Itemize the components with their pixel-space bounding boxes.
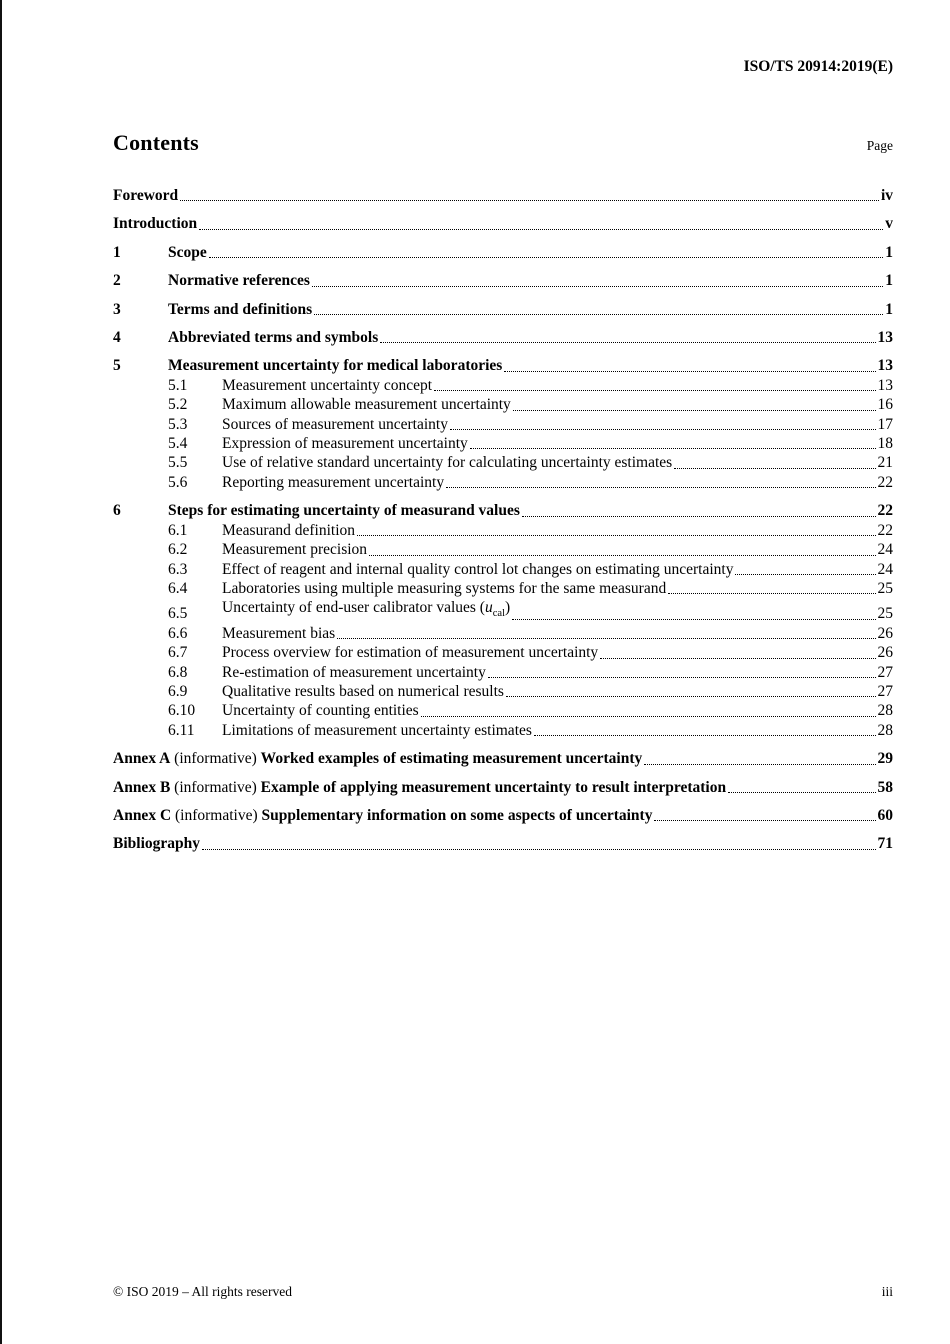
toc-entry	[113, 806, 893, 825]
toc-entry-label: Introduction	[113, 215, 198, 233]
toc-entry-page: 22	[877, 521, 893, 539]
toc-entry-label: Annex C (informative) Supplementary information on some aspects of uncertainty	[113, 807, 653, 825]
toc-entry-number: 6.6	[168, 624, 188, 642]
page-edge-line	[0, 0, 2, 1344]
toc-entry	[113, 415, 893, 434]
toc-entry-page: 1	[885, 300, 893, 318]
toc-entry-label: Measurement uncertainty for medical laboratories	[168, 357, 503, 375]
toc-entry-label: Steps for estimating uncertainty of measurand values	[168, 502, 520, 520]
toc-entry-label: Annex A (informative) Worked examples of estimating measurement uncertainty	[113, 750, 643, 768]
toc-entry-label: Qualitative results based on numerical results	[222, 683, 504, 701]
toc-entry-label: Re-estimation of measurement uncertainty	[222, 663, 486, 681]
toc-dot-leader	[450, 429, 876, 430]
toc-entry	[113, 243, 893, 262]
toc-dot-leader	[534, 735, 876, 736]
toc-entry-label: Foreword	[113, 187, 179, 204]
toc-entry-label: Use of relative standard uncertainty for calculating uncertainty estimates	[222, 454, 673, 472]
toc-dot-leader	[488, 677, 876, 678]
toc-entry-label: Measurand definition	[222, 521, 356, 539]
toc-entry	[113, 214, 893, 233]
toc-dot-leader	[522, 516, 876, 517]
toc-dot-leader	[674, 468, 875, 469]
toc-dot-leader	[357, 535, 875, 536]
toc-entry-number: 6.11	[168, 721, 195, 739]
toc-entry-number: 6.10	[168, 702, 196, 720]
toc-entry	[113, 186, 893, 205]
copyright-notice: © ISO 2019 – All rights reserved	[113, 1284, 292, 1299]
toc-entry	[113, 395, 893, 414]
toc-entry-number: 2	[113, 272, 121, 290]
toc-dot-leader	[380, 342, 875, 343]
toc-entry	[113, 356, 893, 375]
toc-entry-page: 71	[877, 835, 893, 853]
toc-entry	[113, 271, 893, 290]
toc-dot-leader	[644, 764, 875, 765]
toc-entry	[113, 579, 893, 598]
toc-entry	[113, 643, 893, 662]
toc-entry-page: 22	[877, 473, 893, 491]
toc-entry-number: 5	[113, 357, 121, 375]
toc-entry-page: 21	[877, 454, 893, 472]
toc-entry	[113, 540, 893, 559]
page-title: Contents	[113, 130, 199, 155]
toc-entry-page: 28	[877, 721, 893, 739]
toc-entry-page: 28	[877, 702, 893, 720]
toc-entry	[113, 663, 893, 682]
toc-dot-leader	[209, 257, 884, 258]
toc-entry	[113, 300, 893, 319]
toc-entry-number: 6.8	[168, 663, 188, 681]
toc-entry-label: Annex B (informative) Example of applying measurement uncertainty to result interpretation	[113, 778, 727, 796]
toc-dot-leader	[337, 638, 875, 639]
toc-entry-page: 26	[877, 624, 893, 642]
toc-entry	[113, 453, 893, 472]
toc-entry	[113, 834, 893, 853]
toc-entry-page: 60	[877, 807, 893, 825]
toc-entry-label: Process overview for estimation of measurement uncertainty	[222, 644, 599, 662]
toc-entry-number: 5.5	[168, 454, 188, 472]
toc-entry-number: 5.6	[168, 473, 188, 491]
toc-entry-label: Sources of measurement uncertainty	[222, 415, 448, 433]
toc-dot-leader	[504, 371, 875, 372]
toc-header	[113, 130, 893, 156]
document-reference: ISO/TS 20914:2019(E)	[743, 58, 893, 75]
toc-entry	[113, 434, 893, 453]
toc-entry-label: Bibliography	[113, 835, 200, 853]
toc-entry-page: 26	[877, 644, 893, 662]
toc-entry-label: Expression of measurement uncertainty	[222, 435, 468, 453]
toc-entry	[113, 328, 893, 347]
toc-entry-page: 16	[877, 396, 893, 414]
toc-dot-leader	[421, 716, 876, 717]
toc-dot-leader	[446, 487, 875, 488]
toc-entry-label: Abbreviated terms and symbols	[168, 329, 379, 347]
toc-entry-number: 5.4	[168, 435, 188, 453]
toc-entry	[113, 598, 893, 624]
toc-dot-leader	[202, 849, 876, 850]
toc-entry-number: 6.4	[168, 579, 188, 597]
toc-entry-label: Maximum allowable measurement uncertainty	[222, 396, 511, 414]
toc-dot-leader	[654, 820, 875, 821]
toc-entry	[113, 521, 893, 540]
toc-entry-number: 6.1	[168, 521, 188, 539]
toc-entry-label: Measurement precision	[222, 541, 368, 559]
toc-entry-number: 6.3	[168, 560, 188, 578]
toc-entry-number: 6.7	[168, 644, 188, 662]
page-footer	[113, 1284, 893, 1300]
toc-entry-page: v	[885, 215, 893, 233]
toc-entry	[113, 701, 893, 720]
toc-entry-label: Scope	[168, 243, 207, 261]
page-column-label: Page	[866, 138, 893, 153]
toc-dot-leader	[728, 792, 875, 793]
toc-entry-label: Limitations of measurement uncertainty estimates	[222, 721, 532, 739]
toc-entry-number: 6.2	[168, 541, 188, 559]
toc-entry-page: 25	[877, 579, 893, 597]
toc-entry-number: 1	[113, 243, 121, 261]
toc-entry-number: 3	[113, 300, 121, 318]
toc-dot-leader	[735, 574, 875, 575]
toc-dot-leader	[600, 658, 875, 659]
toc-dot-leader	[470, 448, 876, 449]
toc-entry	[113, 682, 893, 701]
toc-entry	[113, 560, 893, 579]
toc-entry-label: Uncertainty of counting entities	[222, 702, 419, 720]
toc-entry-page: 24	[877, 560, 893, 578]
toc-entry-page: 13	[877, 329, 893, 347]
toc-entry-page: 17	[877, 415, 893, 433]
toc-entry-page: 22	[877, 502, 893, 520]
toc-entry-label: Normative references	[168, 272, 310, 290]
toc-entry-page: 29	[877, 750, 893, 768]
toc-entry-number: 6.5	[168, 605, 188, 623]
toc-entry-number: 4	[113, 329, 121, 347]
toc-entry-label: Uncertainty of end-user calibrator values $(u_{cal})$	[222, 599, 511, 620]
toc-entry-label: Reporting measurement uncertainty	[222, 473, 445, 491]
toc-entry-page: 58	[877, 778, 893, 796]
toc-entry-label: Terms and definitions	[168, 300, 313, 318]
toc-entry	[113, 749, 893, 768]
toc-dot-leader	[180, 200, 879, 201]
toc-entry-number: 5.2	[168, 396, 188, 414]
toc-entry-number: 5.1	[168, 376, 188, 394]
toc-entry-page: 25	[877, 605, 893, 623]
toc-entry-number: 6	[113, 502, 121, 520]
toc-dot-leader	[434, 390, 875, 391]
toc-entry-page: 18	[877, 435, 893, 453]
toc-entry-page: 13	[877, 357, 893, 375]
toc-dot-leader	[668, 593, 875, 594]
toc-entry	[113, 721, 893, 740]
toc-entry-page: 13	[877, 376, 893, 394]
toc-dot-leader	[314, 314, 883, 315]
toc-entry-number: 6.9	[168, 683, 188, 701]
toc-entry	[113, 624, 893, 643]
toc-dot-leader	[199, 229, 883, 230]
toc-dot-leader	[369, 555, 875, 556]
toc-entry	[113, 778, 893, 797]
toc-entry-label: Laboratories using multiple measuring systems for the same measurand	[222, 579, 667, 597]
toc-entry-label: Measurement uncertainty concept	[222, 376, 433, 394]
toc-entry-page: 1	[885, 243, 893, 261]
toc-entry-label: Measurement bias	[222, 624, 336, 642]
toc-entry	[113, 501, 893, 520]
toc-entry-number: 5.3	[168, 415, 188, 433]
toc-entry	[113, 473, 893, 492]
toc-entry-list	[113, 177, 893, 854]
toc-dot-leader	[513, 410, 876, 411]
toc-entry-page: iv	[880, 187, 893, 204]
toc-dot-leader	[512, 619, 875, 620]
toc-entry-page: 27	[877, 683, 893, 701]
toc-entry-page: 1	[885, 272, 893, 290]
toc-dot-leader	[312, 286, 883, 287]
toc-dot-leader	[506, 696, 876, 697]
toc-entry	[113, 376, 893, 395]
page-number: iii	[881, 1284, 893, 1299]
toc-entry-label: Effect of reagent and internal quality control lot changes on estimating uncertainty	[222, 560, 734, 578]
toc-entry-page: 27	[877, 663, 893, 681]
toc-entry-page: 24	[877, 541, 893, 559]
